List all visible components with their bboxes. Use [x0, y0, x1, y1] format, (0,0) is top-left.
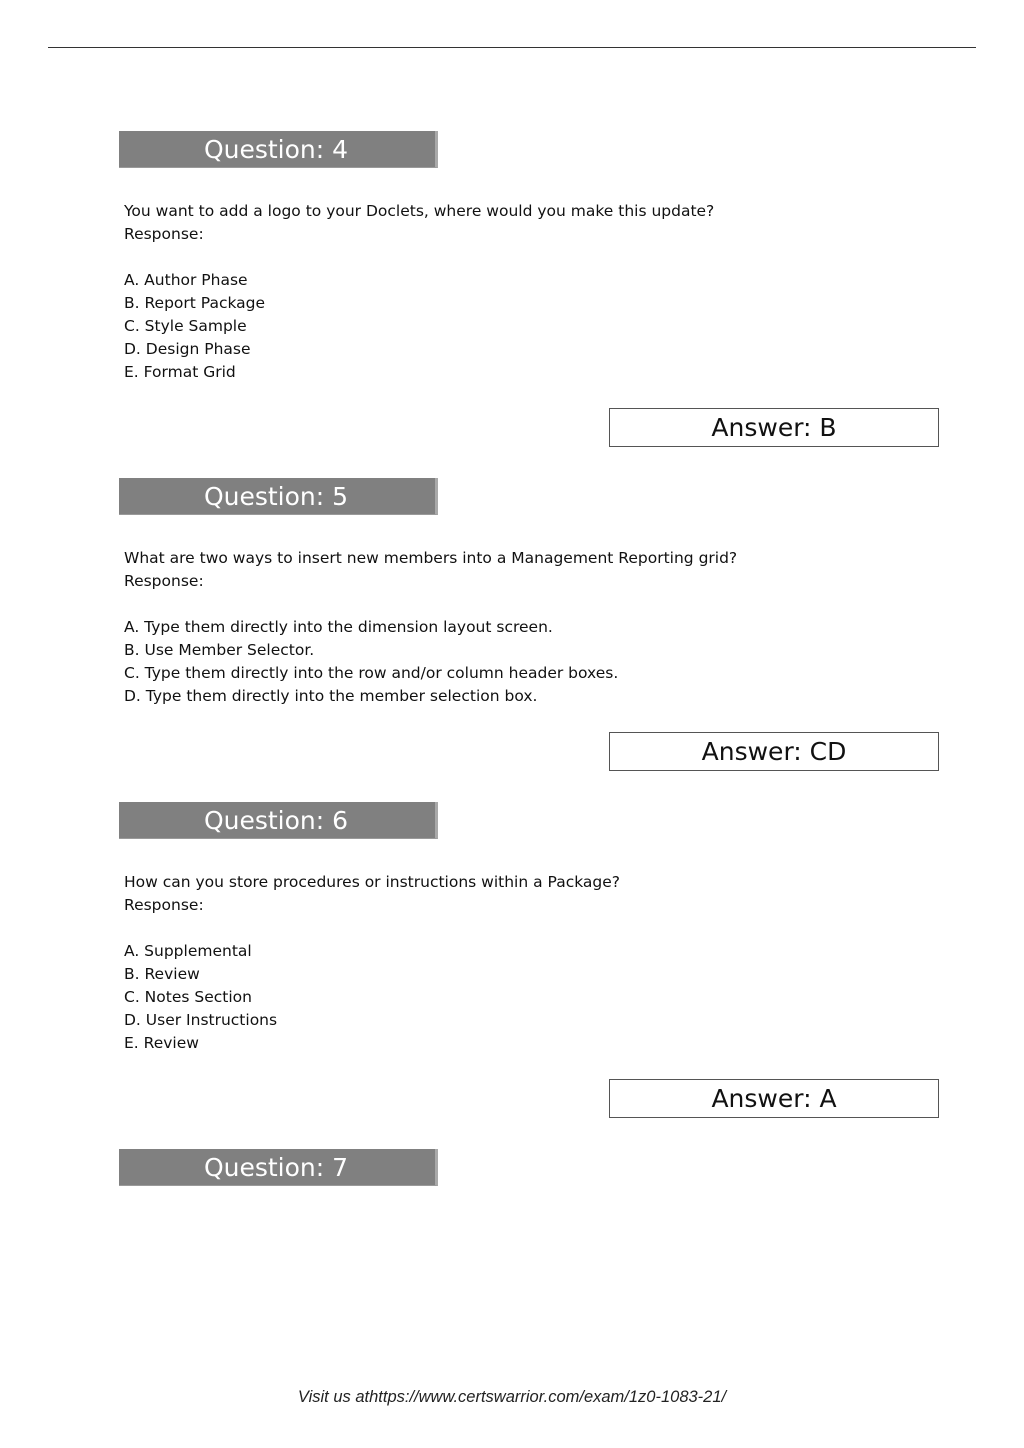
question-5-answer: Answer: CD	[609, 732, 939, 771]
question-6-title: Question: 6	[203, 806, 349, 835]
question-6-option-e: E. Review	[124, 1034, 199, 1052]
question-6-option-d: D. User Instructions	[124, 1011, 278, 1029]
question-6-answer: Answer: A	[609, 1079, 939, 1118]
question-6-body	[124, 871, 884, 1055]
question-5-option-d: D. Type them directly into the member selection box.	[124, 687, 538, 705]
question-6-option-b: B. Review	[124, 965, 200, 983]
question-6-option-a: A. Supplemental	[124, 942, 252, 960]
question-4-option-b: B. Report Package	[124, 294, 266, 312]
question-6-option-c: C. Notes Section	[124, 988, 252, 1006]
question-5-option-c: C. Type them directly into the row and/or column header boxes.	[124, 664, 619, 682]
question-4-answer: Answer: B	[609, 408, 939, 447]
question-7-title: Question: 7	[203, 1153, 349, 1182]
question-5-option-a: A. Type them directly into the dimension layout screen.	[124, 618, 553, 636]
question-6-response-label: Response:	[124, 896, 204, 914]
question-6-prompt: How can you store procedures or instructions within a Package?	[124, 873, 621, 891]
question-4-title: Question: 4	[203, 135, 349, 164]
question-4-body	[124, 200, 884, 384]
question-4-option-c: C. Style Sample	[124, 317, 247, 335]
footer-visit-link[interactable]: Visit us athttps://www.certswarrior.com/exam/1z0-1083-21/	[297, 1388, 727, 1406]
question-4-prompt: You want to add a logo to your Doclets, where would you make this update?	[124, 202, 715, 220]
question-5-header	[119, 478, 438, 515]
question-5-response-label: Response:	[124, 572, 204, 590]
question-6-header	[119, 802, 438, 839]
question-4-header	[119, 131, 438, 168]
question-5-option-b: B. Use Member Selector.	[124, 641, 315, 659]
question-5-body	[124, 547, 884, 708]
question-5-prompt: What are two ways to insert new members into a Management Reporting grid?	[124, 549, 738, 567]
question-5-title: Question: 5	[203, 482, 349, 511]
question-4-response-label: Response:	[124, 225, 204, 243]
question-4-option-d: D. Design Phase	[124, 340, 251, 358]
question-7-header	[119, 1149, 438, 1186]
question-4-option-e: E. Format Grid	[124, 363, 236, 381]
top-divider	[48, 47, 976, 48]
question-4-option-a: A. Author Phase	[124, 271, 248, 289]
